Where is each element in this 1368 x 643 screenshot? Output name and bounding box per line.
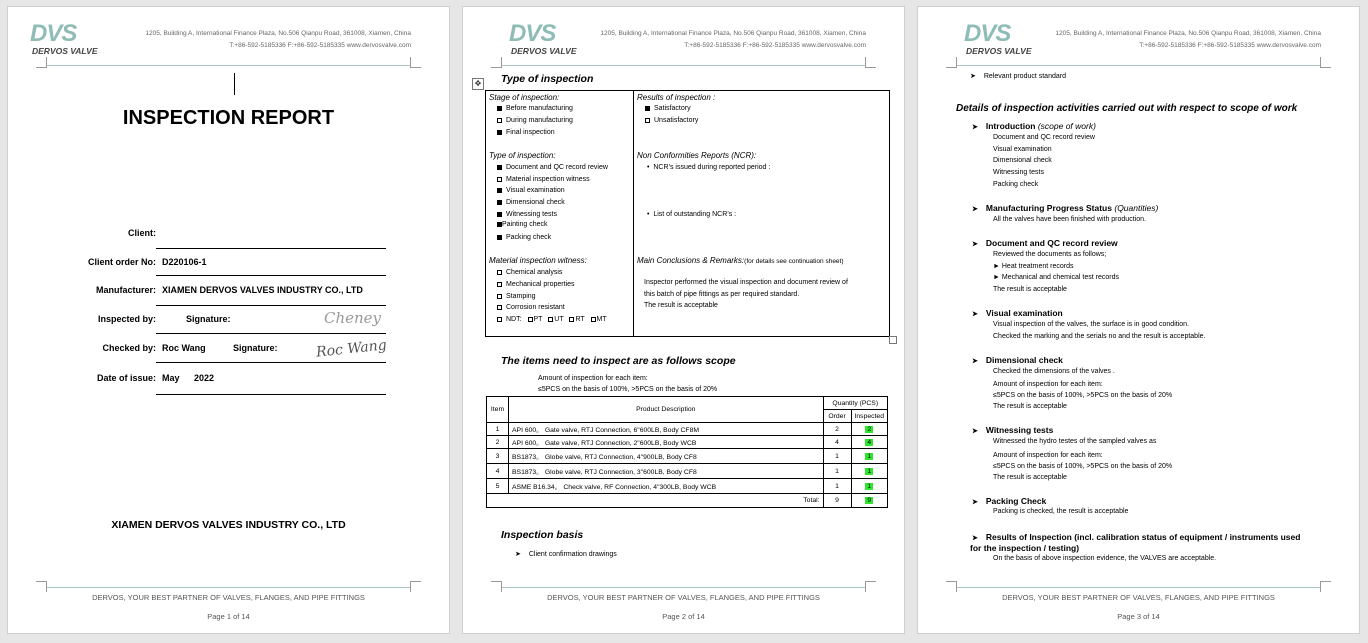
- arrow-bullet-icon: ➤: [972, 428, 978, 435]
- type-of-inspection-heading: Type of inspection: [501, 73, 594, 85]
- footer-slogan: DERVOS, YOUR BEST PARTNER OF VALVES, FLANGES, AND PIPE FITTINGS: [1002, 593, 1275, 602]
- cell-item: 2: [487, 436, 509, 449]
- scope-heading: The items need to inspect are as follows scope: [501, 355, 736, 367]
- basis-item: ➤ Client confirmation drawings: [515, 551, 617, 558]
- page-number: Page 2 of 14: [662, 612, 705, 621]
- table-total-row: [487, 494, 888, 508]
- total-order: 9: [823, 494, 851, 508]
- packing-heading: ➤ Packing Check: [972, 496, 1047, 506]
- margin-corner: [36, 581, 47, 592]
- material-heading: Material inspection witness:: [489, 256, 587, 265]
- margin-corner: [865, 581, 876, 592]
- field-underline: [156, 305, 386, 306]
- field-underline: [156, 362, 386, 363]
- mat-mechanical-checkbox[interactable]: Mechanical properties: [497, 281, 574, 288]
- dimensional-line: Amount of inspection for each item:: [993, 381, 1103, 388]
- footer-divider: [956, 587, 1321, 588]
- arrow-bullet-icon: ➤: [515, 551, 521, 558]
- signature-label: Signature:: [186, 314, 231, 324]
- arrow-bullet-icon: ➤: [972, 206, 978, 213]
- intro-item: Dimensional check: [993, 157, 1052, 164]
- mps-heading: ➤ Manufacturing Progress Status (Quantities): [972, 203, 1159, 213]
- table-resize-handle[interactable]: [889, 336, 897, 344]
- arrow-bullet-icon: ➤: [972, 241, 978, 248]
- cell-description: ASME B16.34。 Check valve, RF Connection, 4"300LB, Body WCB: [509, 479, 824, 494]
- cell-inspected: 4: [851, 436, 887, 449]
- header-address: [600, 28, 866, 52]
- logo-mark: DVS: [30, 20, 77, 47]
- cell-description: BS1873。 Globe valve, RTJ Connection, 3"600LB, Body CF8: [509, 464, 824, 479]
- logo-mark: DVS: [964, 20, 1011, 47]
- intro-item: Packing check: [993, 181, 1039, 188]
- address-line: 1205, Building A, International Finance Plaza, No.506 Qianpu Road, 361008, Xiamen, China: [600, 30, 866, 37]
- stage-heading: Stage of inspection:: [489, 93, 560, 102]
- ndt-label: NDT:: [506, 316, 522, 323]
- ndt-row: [497, 316, 607, 323]
- client-label: Client:: [128, 228, 156, 238]
- results-heading: Results of inspection :: [637, 93, 716, 102]
- cell-inspected: 1: [851, 479, 887, 494]
- table-row: [487, 436, 888, 449]
- remark-line: Inspector performed the visual inspection and document review of: [644, 279, 848, 286]
- order-label: Client order No:: [87, 257, 156, 267]
- visual-line: Visual inspection of the valves, the surface is in good condition.: [993, 321, 1189, 328]
- dervos-logo: [30, 22, 104, 58]
- total-inspected: 9: [851, 494, 887, 508]
- page-3: [917, 6, 1360, 634]
- manufacturer-label: Manufacturer:: [95, 285, 156, 295]
- cell-inspected: 1: [851, 464, 887, 479]
- cell-description: API 600。 Gate valve, RTJ Connection, 2"600LB, Body WCB: [509, 436, 824, 449]
- logo-name: DERVOS VALVE: [32, 46, 98, 56]
- col-header-order: Order: [823, 410, 851, 423]
- header-address: [1055, 28, 1321, 52]
- ndt-pt-checkbox[interactable]: PT: [533, 316, 543, 323]
- witnessing-line: Witnessed the hydro testes of the sampled valves as: [993, 438, 1157, 445]
- dervos-logo: [509, 22, 583, 58]
- result-unsatisfactory-checkbox[interactable]: Unsatisfactory: [645, 117, 698, 124]
- cell-inspected: 1: [851, 449, 887, 464]
- col-header-inspected: Inspected: [851, 410, 887, 423]
- doc-line: ► Mechanical and chemical test records: [993, 274, 1119, 281]
- intro-item: Document and QC record review: [993, 134, 1095, 141]
- result-satisfactory-checkbox[interactable]: Satisfactory: [645, 105, 691, 112]
- field-underline: [156, 394, 386, 395]
- dimensional-line: The result is acceptable: [993, 403, 1067, 410]
- remark-line: this batch of pipe fittings as per required standard.: [644, 291, 800, 298]
- signature-label: Signature:: [233, 343, 278, 353]
- margin-corner: [410, 57, 421, 68]
- header-address: [145, 28, 411, 52]
- ncr-issued: • NCR’s issued during reported period :: [647, 164, 771, 171]
- cell-inspected: 2: [851, 423, 887, 436]
- order-value[interactable]: D220106-1: [162, 257, 207, 267]
- cell-item: 1: [487, 423, 509, 436]
- details-heading: Details of inspection activities carried out with respect to scope of work: [956, 103, 1298, 114]
- footer-slogan: DERVOS, YOUR BEST PARTNER OF VALVES, FLANGES, AND PIPE FITTINGS: [92, 593, 365, 602]
- stage-during-checkbox[interactable]: During manufacturing: [497, 117, 573, 124]
- arrow-bullet-icon: ➤: [972, 311, 978, 318]
- margin-corner: [491, 57, 502, 68]
- mat-corrosion-checkbox[interactable]: Corrosion resistant: [497, 304, 565, 311]
- stage-before-checkbox[interactable]: Before manufacturing: [497, 105, 573, 112]
- total-label: Total:: [487, 494, 824, 508]
- ncr-outstanding: • List of outstanding NCR’s :: [647, 211, 737, 218]
- packing-text: Packing is checked, the result is acceptable: [993, 508, 1129, 515]
- arrow-bullet-icon: ➤: [972, 124, 978, 131]
- cell-order: 1: [823, 464, 851, 479]
- margin-corner: [1320, 581, 1331, 592]
- signature-cheney: Cheney: [324, 309, 382, 327]
- intro-item: Witnessing tests: [993, 169, 1044, 176]
- cell-item: 5: [487, 479, 509, 494]
- checked-by-value[interactable]: Roc Wang: [162, 343, 206, 353]
- witnessing-line: Amount of inspection for each item:: [993, 452, 1103, 459]
- amount-line: Amount of inspection for each item:: [538, 375, 648, 382]
- header-divider: [501, 65, 866, 66]
- type-sub-heading: Type of inspection:: [489, 151, 556, 160]
- table-move-handle-icon[interactable]: ✥: [472, 78, 484, 90]
- field-underline: [156, 333, 386, 334]
- contact-line: T:+86-592-5185336 F:+86-592-5185335 www.dervosvalve.com: [1139, 42, 1321, 49]
- page-1: [7, 6, 450, 634]
- ncr-heading: Non Conformities Reports (NCR):: [637, 151, 757, 160]
- ndt-ut-checkbox[interactable]: UT: [554, 316, 564, 323]
- intro-item: Visual examination: [993, 146, 1052, 153]
- dimensional-line: ≤5PCS on the basis of 100%, >5PCS on the basis of 20%: [993, 392, 1173, 399]
- text-cursor: [234, 73, 235, 95]
- table-row: [487, 423, 888, 436]
- footer-slogan: DERVOS, YOUR BEST PARTNER OF VALVES, FLANGES, AND PIPE FITTINGS: [547, 593, 820, 602]
- cell-order: 2: [823, 423, 851, 436]
- contact-line: T:+86-592-5185336 F:+86-592-5185335 www.dervosvalve.com: [684, 42, 866, 49]
- visual-line: Checked the marking and the serials no and the result is acceptable.: [993, 333, 1206, 340]
- table-row: [487, 464, 888, 479]
- logo-name: DERVOS VALVE: [511, 46, 577, 56]
- header-divider: [46, 65, 411, 66]
- table-row: [487, 479, 888, 494]
- arrow-bullet-icon: ➤: [972, 499, 978, 506]
- mps-text: All the valves have been finished with production.: [993, 216, 1146, 223]
- results-heading: ➤ Results of Inspection (incl. calibration status of equipment / instruments used: [972, 532, 1301, 542]
- margin-corner: [36, 57, 47, 68]
- arrow-bullet-icon: ➤: [970, 73, 976, 80]
- remark-line: The result is acceptable: [644, 302, 718, 309]
- mat-stamping-checkbox[interactable]: Stamping: [497, 293, 536, 300]
- visual-heading: ➤ Visual examination: [972, 308, 1063, 318]
- type-packing-checkbox[interactable]: Packing check: [497, 234, 551, 241]
- col-header-item: Item: [487, 397, 509, 423]
- inspected-by-label: Inspected by:: [97, 314, 156, 324]
- type-material-checkbox[interactable]: Material inspection witness: [497, 176, 590, 183]
- footer-divider: [501, 587, 866, 588]
- cell-item: 3: [487, 449, 509, 464]
- type-visual-checkbox[interactable]: Visual examination: [497, 187, 565, 194]
- items-table: [486, 396, 888, 508]
- cell-item: 4: [487, 464, 509, 479]
- dimensional-heading: ➤ Dimensional check: [972, 355, 1063, 365]
- page-number: Page 3 of 14: [1117, 612, 1160, 621]
- company-name: XIAMEN DERVOS VALVES INDUSTRY CO., LTD: [111, 519, 346, 531]
- inspection-basis-heading: Inspection basis: [501, 529, 584, 541]
- stage-final-checkbox[interactable]: Final inspection: [497, 129, 555, 136]
- contact-line: T:+86-592-5185336 F:+86-592-5185335 www.dervosvalve.com: [229, 42, 411, 49]
- report-title: INSPECTION REPORT: [122, 107, 335, 129]
- doc-heading: ➤ Document and QC record review: [972, 238, 1118, 248]
- top-item: ➤ Relevant product standard: [970, 73, 1066, 80]
- cell-order: 1: [823, 479, 851, 494]
- margin-corner: [946, 581, 957, 592]
- cell-description: API 600。 Gate valve, RTJ Connection, 6"600LB, Body CF8M: [509, 423, 824, 436]
- type-doc-checkbox[interactable]: Document and QC record review: [497, 164, 608, 171]
- ndt-rt-checkbox[interactable]: RT: [575, 316, 585, 323]
- arrow-bullet-icon: ➤: [972, 535, 978, 542]
- signature-roc-wang: Roc Wang: [315, 337, 388, 361]
- results-heading-cont: for the inspection / testing): [970, 543, 1080, 553]
- date-year[interactable]: 2022: [194, 373, 215, 383]
- address-line: 1205, Building A, International Finance Plaza, No.506 Qianpu Road, 361008, Xiamen, China: [145, 30, 411, 37]
- margin-corner: [865, 57, 876, 68]
- doc-line: ► Heat treatment records: [993, 263, 1074, 270]
- witnessing-heading: ➤ Witnessing tests: [972, 425, 1054, 435]
- field-underline: [156, 275, 386, 276]
- col-header-quantity: Quantity (PCS): [823, 397, 887, 410]
- logo-name: DERVOS VALVE: [966, 46, 1032, 56]
- margin-corner: [410, 581, 421, 592]
- intro-heading: ➤ Introduction (scope of work): [972, 121, 1096, 131]
- witnessing-line: ≤5PCS on the basis of 100%, >5PCS on the basis of 20%: [993, 463, 1173, 470]
- main-conclusions-heading: Main Conclusions & Remarks:(for details see continuation sheet): [637, 256, 844, 265]
- ndt-mt-checkbox[interactable]: MT: [596, 316, 607, 323]
- header-divider: [956, 65, 1321, 66]
- results-text: On the basis of above inspection evidence, the VALVES are acceptable.: [993, 555, 1217, 562]
- margin-corner: [1320, 57, 1331, 68]
- type-dimensional-checkbox[interactable]: Dimensional check: [497, 199, 565, 206]
- cell-order: 1: [823, 449, 851, 464]
- cell-description: BS1873。 Globe valve, RTJ Connection, 4"900LB, Body CF8: [509, 449, 824, 464]
- manufacturer-value[interactable]: XIAMEN DERVOS VALVES INDUSTRY CO., LTD: [162, 285, 363, 295]
- margin-corner: [491, 581, 502, 592]
- logo-mark: DVS: [509, 20, 556, 47]
- table-row: [487, 449, 888, 464]
- checked-by-label: Checked by:: [102, 343, 156, 353]
- dervos-logo: [964, 22, 1038, 58]
- field-underline: [156, 248, 386, 249]
- cell-order: 4: [823, 436, 851, 449]
- date-month[interactable]: May: [162, 373, 180, 383]
- mat-chemical-checkbox[interactable]: Chemical analysis: [497, 269, 562, 276]
- doc-line: Reviewed the documents as follows;: [993, 251, 1107, 258]
- type-witnessing-checkbox[interactable]: Witnessing tests: [497, 211, 557, 218]
- footer-divider: [46, 587, 411, 588]
- margin-corner: [946, 57, 957, 68]
- col-header-description: Product Description: [509, 397, 824, 423]
- witnessing-line: The result is acceptable: [993, 474, 1067, 481]
- amount-rule: ≤5PCS on the basis of 100%, >5PCS on the basis of 20%: [538, 386, 718, 393]
- doc-line: The result is acceptable: [993, 286, 1067, 293]
- page-2: [462, 6, 905, 634]
- table-column-divider: [633, 90, 634, 337]
- page-number: Page 1 of 14: [207, 612, 250, 621]
- address-line: 1205, Building A, International Finance Plaza, No.506 Qianpu Road, 361008, Xiamen, China: [1055, 30, 1321, 37]
- date-label: Date of issue:: [96, 373, 156, 383]
- dimensional-line: Checked the dimensions of the valves .: [993, 368, 1115, 375]
- arrow-bullet-icon: ➤: [972, 358, 978, 365]
- type-painting-checkbox[interactable]: Painting check: [497, 221, 548, 228]
